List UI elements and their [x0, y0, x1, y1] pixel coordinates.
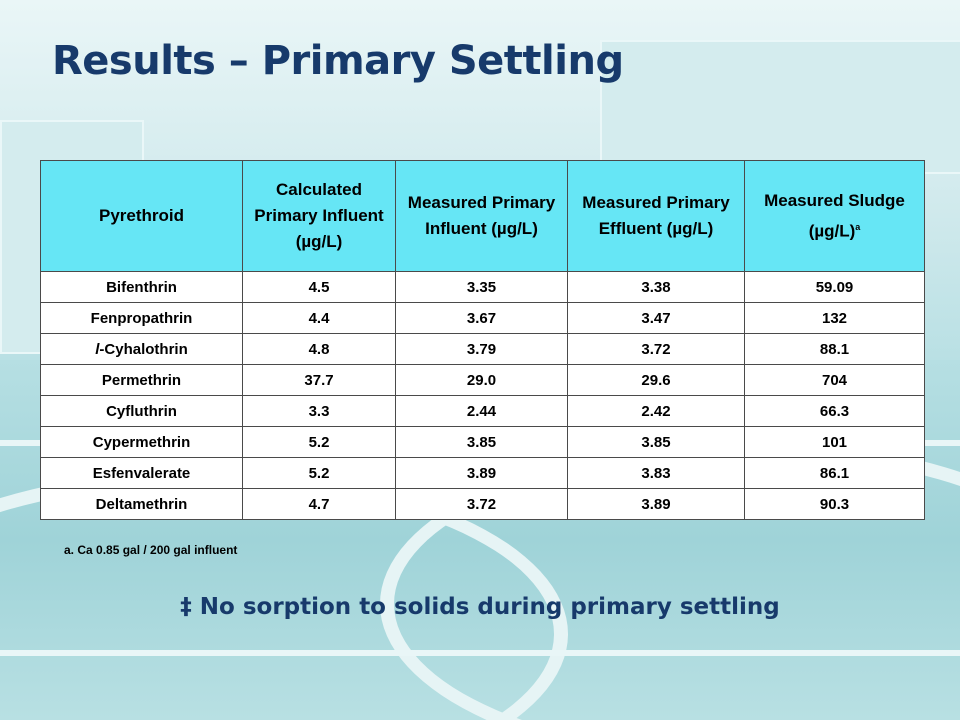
cell-measured-sludge: 88.1 [745, 334, 925, 365]
cell-calculated-influent: 5.2 [243, 458, 396, 489]
cell-pyrethroid: Cypermethrin [41, 427, 243, 458]
sludge-footnote-marker: a [855, 221, 861, 232]
table-row [41, 272, 925, 303]
page-title: Results – Primary Settling [52, 38, 624, 84]
sludge-header-text: Measured Sludge (µg/L) [764, 190, 905, 241]
cell-pyrethroid: Permethrin [41, 365, 243, 396]
col-header-measured-effluent: Measured Primary Effluent (µg/L) [568, 161, 745, 272]
cell-measured-effluent: 2.42 [568, 396, 745, 427]
cell-measured-sludge: 132 [745, 303, 925, 334]
cell-measured-effluent: 3.38 [568, 272, 745, 303]
conclusion-note: ‡ No sorption to solids during primary settling [180, 594, 780, 620]
cell-measured-effluent: 29.6 [568, 365, 745, 396]
table-row [41, 458, 925, 489]
cell-pyrethroid: Esfenvalerate [41, 458, 243, 489]
cell-measured-influent: 3.85 [396, 427, 568, 458]
cell-measured-sludge: 86.1 [745, 458, 925, 489]
cell-measured-influent: 3.67 [396, 303, 568, 334]
cell-measured-effluent: 3.47 [568, 303, 745, 334]
cell-measured-influent: 3.35 [396, 272, 568, 303]
cell-calculated-influent: 4.5 [243, 272, 396, 303]
table-row [41, 334, 925, 365]
table-row [41, 427, 925, 458]
cell-calculated-influent: 4.8 [243, 334, 396, 365]
cell-measured-sludge: 101 [745, 427, 925, 458]
table-footnote: a. Ca 0.85 gal / 200 gal influent [64, 543, 238, 557]
results-table [40, 160, 925, 520]
cell-pyrethroid: Fenpropathrin [41, 303, 243, 334]
cell-calculated-influent: 4.7 [243, 489, 396, 520]
cell-measured-sludge: 66.3 [745, 396, 925, 427]
cell-measured-sludge: 59.09 [745, 272, 925, 303]
cell-calculated-influent: 37.7 [243, 365, 396, 396]
cell-measured-effluent: 3.89 [568, 489, 745, 520]
italic-prefix: l [95, 340, 100, 358]
cell-pyrethroid: Bifenthrin [41, 272, 243, 303]
cell-measured-influent: 2.44 [396, 396, 568, 427]
cell-pyrethroid: Deltamethrin [41, 489, 243, 520]
cell-calculated-influent: 4.4 [243, 303, 396, 334]
table-row [41, 303, 925, 334]
cell-measured-influent: 3.79 [396, 334, 568, 365]
cell-pyrethroid [41, 334, 243, 365]
cell-measured-effluent: 3.85 [568, 427, 745, 458]
table-header-row [41, 161, 925, 272]
col-header-calculated-influent: Calculated Primary Influent (µg/L) [243, 161, 396, 272]
table-row [41, 396, 925, 427]
cell-measured-influent: 3.72 [396, 489, 568, 520]
cell-measured-influent: 29.0 [396, 365, 568, 396]
name-suffix: -Cyhalothrin [99, 340, 188, 358]
cell-measured-effluent: 3.72 [568, 334, 745, 365]
col-header-measured-sludge [745, 161, 925, 272]
cell-calculated-influent: 3.3 [243, 396, 396, 427]
cell-measured-influent: 3.89 [396, 458, 568, 489]
cell-measured-sludge: 90.3 [745, 489, 925, 520]
cell-measured-sludge: 704 [745, 365, 925, 396]
cell-measured-effluent: 3.83 [568, 458, 745, 489]
col-header-measured-influent: Measured Primary Influent (µg/L) [396, 161, 568, 272]
col-header-pyrethroid: Pyrethroid [41, 161, 243, 272]
cell-pyrethroid: Cyfluthrin [41, 396, 243, 427]
cell-calculated-influent: 5.2 [243, 427, 396, 458]
table-row [41, 365, 925, 396]
table-row [41, 489, 925, 520]
